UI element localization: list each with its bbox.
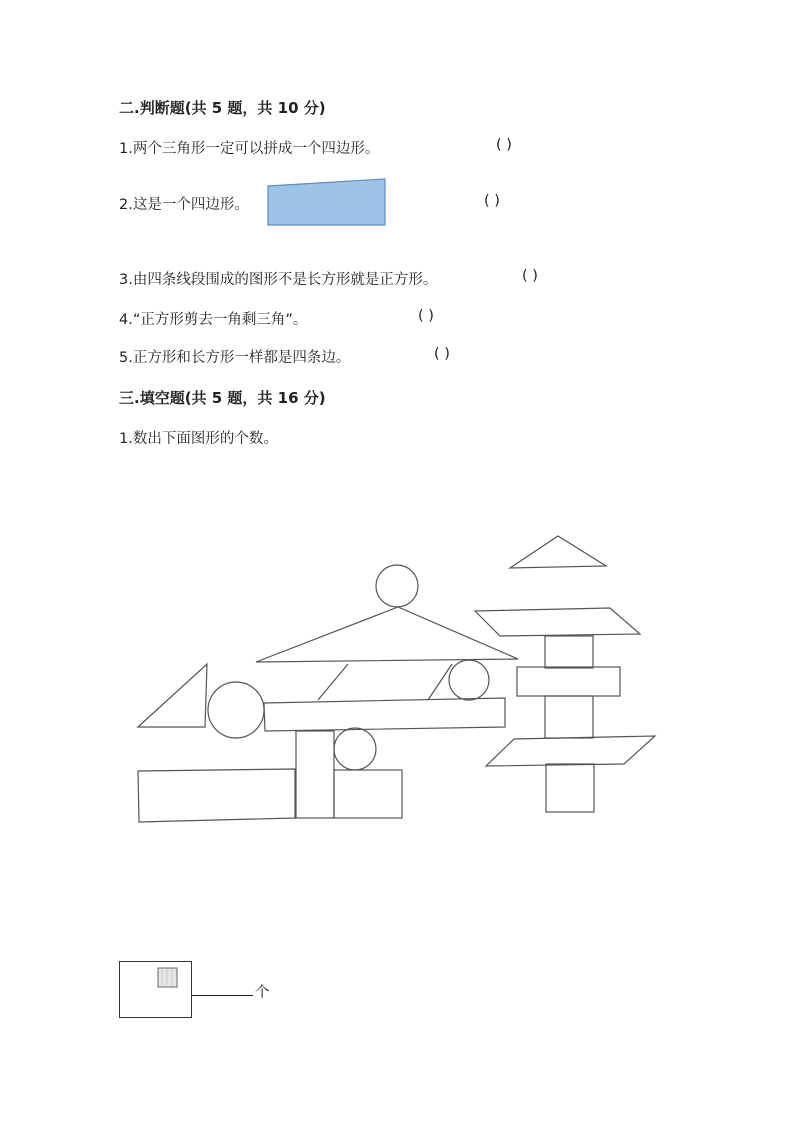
question-2-text: 2.这是一个四边形。 <box>119 197 249 213</box>
parallelogram-upper <box>475 608 640 636</box>
question-3-answer-slot[interactable]: ( ) <box>522 268 538 284</box>
question-5-answer-slot[interactable]: ( ) <box>434 346 450 362</box>
triangle-left <box>138 664 207 727</box>
square-block-icon <box>157 967 179 989</box>
question-1-answer-slot[interactable]: ( ) <box>496 137 512 153</box>
fill-question-1-text: 1.数出下面图形的个数。 <box>119 431 278 447</box>
question-1-text: 1.两个三角形一定可以拼成一个四边形。 <box>119 141 380 157</box>
parallelogram-lower <box>486 736 655 766</box>
triangle-top <box>510 536 606 568</box>
circle-left <box>208 682 264 738</box>
base-rect-left <box>138 769 295 822</box>
question-4-text: 4.“正方形剪去一角剩三角”。 <box>119 312 308 328</box>
question-3-text: 3.由四条线段围成的图形不是长方形就是正方形。 <box>119 272 438 288</box>
question-2-answer-slot[interactable]: ( ) <box>484 193 500 209</box>
section3-heading: 三.填空题(共 5 题，共 16 分) <box>119 389 326 407</box>
base-rect-right <box>334 770 402 818</box>
circle-right <box>449 660 489 700</box>
post-rect-left <box>296 731 334 818</box>
column-rect-2 <box>545 696 593 738</box>
column-rect-1 <box>545 636 593 668</box>
count-unit: 个 <box>255 985 270 1001</box>
section2-heading: 二.判断题(共 5 题，共 10 分) <box>119 99 326 117</box>
count-box <box>119 961 192 1018</box>
count-answer-blank[interactable] <box>191 995 253 996</box>
circle-bottom <box>334 728 376 770</box>
circle-top <box>376 565 418 607</box>
bar-rect-right <box>517 667 620 696</box>
support-line-right <box>428 664 452 700</box>
question-4-answer-slot[interactable]: ( ) <box>418 308 434 324</box>
column-rect-3 <box>546 764 594 812</box>
support-line-left <box>318 664 348 700</box>
beam-rect <box>264 698 505 731</box>
question-5-text: 5.正方形和长方形一样都是四条边。 <box>119 350 351 366</box>
